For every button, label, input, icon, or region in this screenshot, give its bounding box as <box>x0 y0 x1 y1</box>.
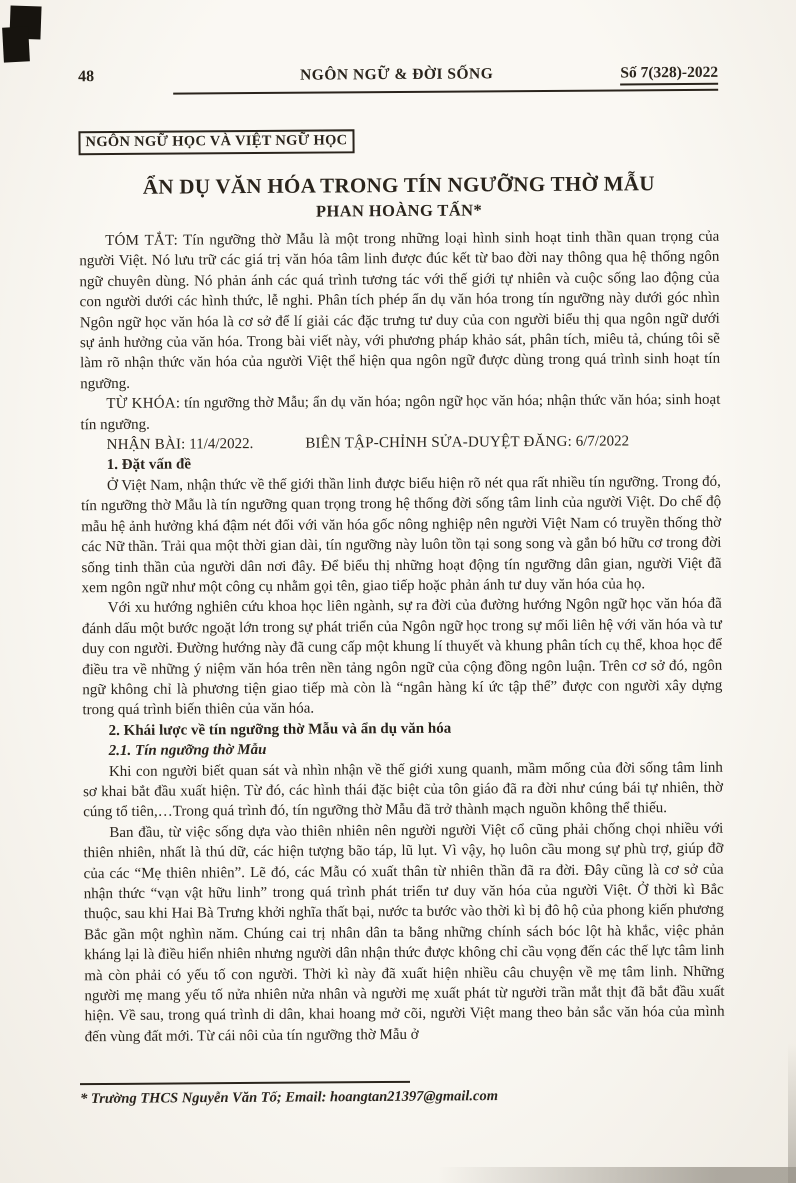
scan-artifact <box>2 26 30 62</box>
article-body <box>79 227 725 1048</box>
abstract-paragraph <box>79 227 720 395</box>
article-title: ẨN DỤ VĂN HÓA TRONG TÍN NGƯỠNG THỜ MẪU <box>142 171 655 199</box>
journal-issue: Số 7(328)-2022 <box>620 64 718 86</box>
footnote-area <box>80 1082 716 1108</box>
header-rule <box>173 89 718 95</box>
review-date: 6/7/2022 <box>575 433 630 450</box>
journal-header <box>78 64 718 89</box>
keywords-text: tín ngưỡng thờ Mẫu; ẩn dụ văn hóa; ngôn ngữ học văn hóa; nhận thức văn hóa; sinh hoạt tín ngưỡng. <box>80 392 721 433</box>
page-number: 48 <box>78 68 95 86</box>
page-content <box>78 64 725 1048</box>
abstract-text: Tín ngưỡng thờ Mẫu là một trong những loại hình sinh hoạt tinh thần quan trọng của người Việt. Nó lưu trữ các giá trị văn hóa tâm linh được đúc kết từ bao đời nay thông qua hệ thống ngôn ngữ chuyên dùng. Nó phản ánh các quá trình tương tác với thế giới tự nhiên và cuộc sống lao động của con người dưới các hình thức, lễ nghi. Phân tích phép ẩn dụ văn hóa trong tín ngưỡng này dưới góc nhìn Ngôn ngữ học văn hóa là cơ sở để lí giải các đặc trưng tư duy của con người biểu thị qua ngôn ngữ dưới sự ảnh hưởng của văn hóa. Trong bài viết này, với phương pháp khảo sát, phân tích, miêu tả, chúng tôi sẽ làm rõ nhận thức văn hóa của người Việt thể hiện qua ngôn ngữ được dùng trong quá trình sinh hoạt tín ngưỡng. <box>79 228 721 393</box>
section-2-1-heading: 2.1. Tín ngưỡng thờ Mẫu <box>108 742 267 760</box>
section-2-1-paragraph-1: Khi con người biết quan sát và nhìn nhận về thế giới xung quanh, mầm mống của đời sống tâm linh sơ khai bắt đầu xuất hiện. Từ đó, các hình thái đặc biệt của tôn giáo đã ra đời như cúng bái tự nhiên, thờ cúng tổ tiên,…Trong quá trình đó, tín ngưỡng thờ Mẫu đã trở thành mạch nguồn không thể thiếu. <box>83 759 724 821</box>
section-2-heading: 2. Khái lược về tín ngưỡng thờ Mẫu và ẩn dụ văn hóa <box>108 720 452 739</box>
abstract-label: TÓM TẮT: <box>105 232 178 250</box>
keywords-label: TỪ KHÓA: <box>106 395 181 413</box>
section-1-heading: 1. Đặt vấn đề <box>106 456 192 474</box>
footnote-rule <box>80 1081 410 1085</box>
received-label: NHẬN BÀI: <box>106 436 186 454</box>
keywords-paragraph <box>80 390 720 435</box>
section-1-paragraph-2: Với xu hướng nghiên cứu khoa học liên ngành, sự ra đời của đường hướng Ngôn ngữ học văn hóa đã đánh dấu một bước ngoặt lớn trong sự phát triển của Ngôn ngữ học trong sự mối liên hệ với văn hóa và tư duy con người. Đường hướng này đã cung cấp một khung lí thuyết và khung phân tích cụ thể, khoa học để điều tra về những ý niệm văn hóa trên nền tảng ngôn ngữ của cộng đồng ngôn luận. Trên cơ sở đó, ngôn ngữ không chỉ là phương tiện giao tiếp mà còn là “ngân hàng kí ức tập thể” được con người xây dựng trong quá trình biến thiên của văn hóa. <box>81 596 723 719</box>
scan-edge-shadow <box>788 1043 796 1183</box>
scan-edge-shadow <box>0 1167 796 1183</box>
footnote-text: * Trường THCS Nguyễn Văn Tố; Email: hoangtan21397@gmail.com <box>80 1088 499 1107</box>
section-1-paragraph-1: Ở Việt Nam, nhận thức về thế giới thần linh được biểu hiện rõ nét qua rất nhiều tín ngưỡng. Trong đó, tín ngưỡng thờ Mẫu là tín ngưỡng quan trọng trong hệ thống đời sống tâm linh của người Việt. Do chế độ mẫu hệ ảnh hưởng khá đậm nét đối với văn hóa gốc nông nghiệp nên người Việt Nam có truyền thống thờ các Nữ thần. Trải qua một thời gian dài, tín ngưỡng này luôn tồn tại song song và gắn bó hữu cơ trong đời sống tinh thần của người dân nơi đây. Để biểu thị những hoạt động tín ngưỡng dân gian, người Việt đã xem ngôn ngữ như một công cụ nhằm gọi tên, giao tiếp hoặc phản ánh tư duy văn hóa của họ. <box>81 473 722 597</box>
section-2-1-paragraph-2: Ban đầu, từ việc sống dựa vào thiên nhiên nên người người Việt cổ cũng phải chống chọi nhiều với thiên nhiên, nhất là thú dữ, các hiện tượng bão táp, lũ lụt. Vì vậy, họ luôn cầu mong sự phù trợ, giúp đỡ của các “Mẹ thiên nhiên”. Lẽ đó, các Mẫu có xuất thân từ nhiên thần đã ra đời. Đây cũng là cơ sở của nhận thức “vạn vật hữu linh” trong quá trình phát triển tư duy văn hóa của người Việt. Ở thời kì Bắc thuộc, sau khi Hai Bà Trưng khởi nghĩa thất bại, nước ta bước vào thời kì bị đô hộ của phong kiến phương Bắc gần một nghìn năm. Chúng cai trị nhân dân ta bằng những chính sách bóc lột hà khắc, việc phản kháng lại là điều hiển nhiên nhưng người dân nhận thức được không chỉ cầu vọng đến các thế lực tâm linh mà còn phải có yếu tố con người. Thời kì này đã xuất hiện nhiều câu chuyện về mẹ tâm linh. Những người mẹ mang yếu tố nửa nhiên nửa nhân và người mẹ xuất phát từ người trần mắt thịt đã bắt đầu xuất hiện. Về sau, trong quá trình di dân, khai hoang mở cõi, người Việt mang theo bản sắc văn hóa của mình đến vùng đất mới. Từ cái nôi của tín ngưỡng thờ Mẫu ở <box>83 820 725 1046</box>
received-date: 11/4/2022. <box>189 436 254 453</box>
journal-title: NGÔN NGỮ & ĐỜI SỐNG <box>300 65 494 84</box>
article-author: PHAN HOÀNG TẤN* <box>315 200 483 221</box>
review-label: BIÊN TẬP-CHỈNH SỬA-DUYỆT ĐĂNG: <box>305 433 573 452</box>
section-rubric: NGÔN NGỮ HỌC VÀ VIỆT NGỮ HỌC <box>78 129 354 155</box>
